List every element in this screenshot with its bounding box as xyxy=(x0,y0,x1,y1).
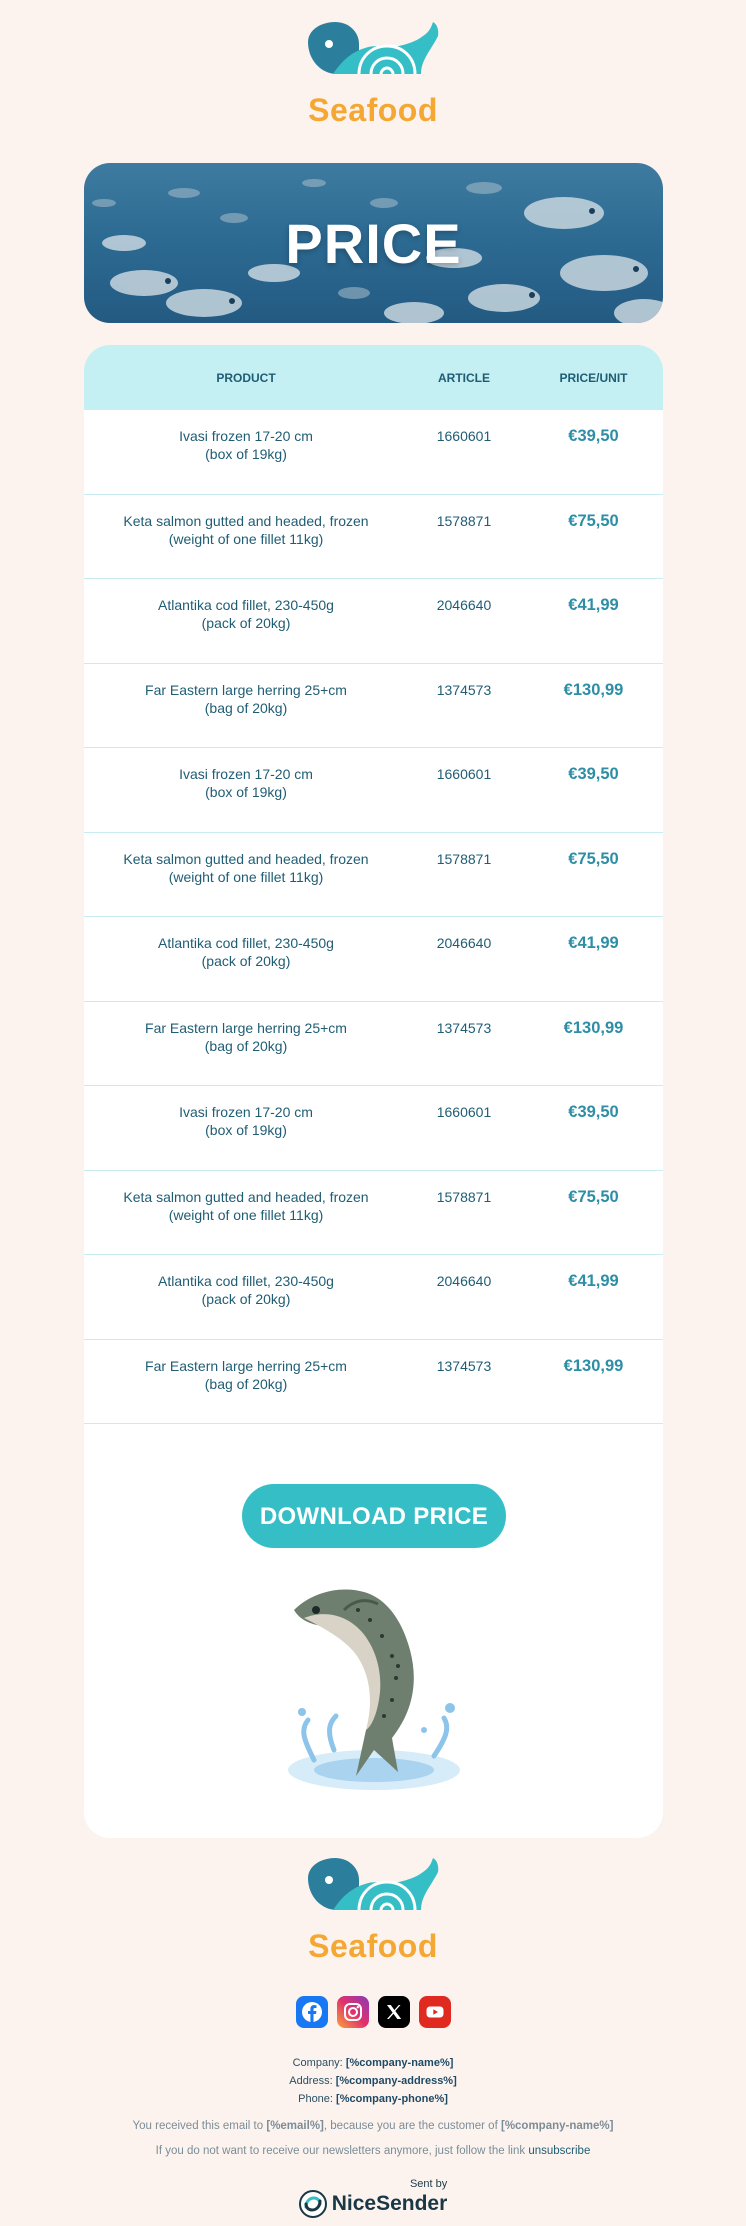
article-cell: 1578871 xyxy=(436,1188,492,1205)
notice-company: [%company-name%] xyxy=(500,2120,614,2132)
whale-logo-icon xyxy=(303,1858,443,1936)
product-cell xyxy=(84,1103,404,1139)
product-name: Keta salmon gutted and headed, frozen xyxy=(123,850,369,867)
table-row xyxy=(84,1086,663,1171)
table-row xyxy=(84,1255,663,1340)
price-cell: €41,99 xyxy=(568,934,619,952)
whale-logo-icon xyxy=(303,22,443,100)
subscription-notice xyxy=(0,2120,746,2132)
product-cell xyxy=(84,1357,404,1393)
product-cell xyxy=(84,850,404,886)
price-cell: €39,50 xyxy=(568,427,619,445)
price-cell: €39,50 xyxy=(568,1103,619,1121)
company-contacts xyxy=(0,2054,746,2108)
product-note: (bag of 20kg) xyxy=(204,1375,288,1392)
unsubscribe-notice xyxy=(0,2145,746,2157)
sent-by-label: Sent by xyxy=(409,2178,448,2190)
product-cell xyxy=(84,934,404,970)
product-name: Keta salmon gutted and headed, frozen xyxy=(123,512,369,529)
brand-logo[interactable] xyxy=(0,22,746,129)
product-name: Atlantika cod fillet, 230-450g xyxy=(158,1273,334,1289)
article-cell: 1578871 xyxy=(436,512,492,529)
product-note: (weight of one fillet 11kg) xyxy=(168,868,324,885)
table-row xyxy=(84,1171,663,1256)
product-name: Atlantika cod fillet, 230-450g xyxy=(158,935,334,951)
product-name: Far Eastern large herring 25+cm xyxy=(145,1019,347,1036)
notice-text-mid: , because you are the customer of xyxy=(323,2120,498,2132)
header-price: PRICE/UNIT xyxy=(559,370,628,385)
sender-name: NiceSender xyxy=(331,2192,448,2215)
product-name: Atlantika cod fillet, 230-450g xyxy=(158,597,334,613)
table-row xyxy=(84,833,663,918)
product-name: Far Eastern large herring 25+cm xyxy=(145,1357,347,1374)
address-value: [%company-address%] xyxy=(335,2075,457,2087)
x-icon[interactable] xyxy=(378,1996,410,2028)
jumping-salmon-illustration xyxy=(274,1580,474,1800)
product-cell xyxy=(84,1272,404,1308)
hero-title: PRICE xyxy=(285,211,462,275)
company-label: Company: xyxy=(292,2057,343,2069)
facebook-icon[interactable] xyxy=(296,1996,328,2028)
price-cell: €39,50 xyxy=(568,765,619,783)
company-value: [%company-name%] xyxy=(345,2057,454,2069)
product-cell xyxy=(84,1188,404,1224)
product-note: (bag of 20kg) xyxy=(204,1037,288,1054)
notice-email: [%email%] xyxy=(266,2120,324,2132)
product-note: (weight of one fillet 11kg) xyxy=(168,530,324,547)
article-cell: 1374573 xyxy=(436,681,492,698)
product-note: (box of 19kg) xyxy=(205,1122,287,1138)
product-name: Ivasi frozen 17-20 cm xyxy=(179,1104,313,1120)
article-cell: 1578871 xyxy=(436,850,492,867)
product-note: (pack of 20kg) xyxy=(201,615,291,631)
article-cell: 1660601 xyxy=(436,766,492,782)
phone-label: Phone: xyxy=(298,2093,333,2105)
price-cell: €130,99 xyxy=(563,680,624,699)
product-name: Far Eastern large herring 25+cm xyxy=(145,681,347,698)
notice-text: You received this email to xyxy=(132,2120,264,2132)
price-cell: €130,99 xyxy=(563,1356,624,1375)
product-cell xyxy=(84,681,404,717)
footer-brand-name: Seafood xyxy=(308,1928,438,1964)
table-row xyxy=(84,1340,663,1425)
table-row xyxy=(84,495,663,580)
product-cell xyxy=(84,427,404,463)
product-note: (box of 19kg) xyxy=(205,446,287,462)
product-name: Ivasi frozen 17-20 cm xyxy=(179,766,313,782)
article-cell: 1660601 xyxy=(436,428,492,444)
price-cell: €130,99 xyxy=(563,1018,624,1037)
article-cell: 2046640 xyxy=(436,935,492,951)
header-article: ARTICLE xyxy=(438,370,490,385)
table-row xyxy=(84,917,663,1002)
social-links xyxy=(0,1996,746,2028)
download-price-button[interactable]: DOWNLOAD PRICE xyxy=(242,1484,506,1548)
company-line xyxy=(0,2054,746,2072)
table-row xyxy=(84,748,663,833)
article-cell: 2046640 xyxy=(436,597,492,613)
table-header xyxy=(84,345,663,410)
table-row xyxy=(84,579,663,664)
product-cell xyxy=(84,1019,404,1055)
instagram-icon[interactable] xyxy=(337,1996,369,2028)
nicesender-logo-icon xyxy=(299,2190,327,2218)
product-cell xyxy=(84,512,404,548)
price-cell: €75,50 xyxy=(568,1187,619,1206)
product-cell xyxy=(84,596,404,632)
article-cell: 1660601 xyxy=(436,1104,492,1120)
product-name: Keta salmon gutted and headed, frozen xyxy=(123,1188,369,1205)
price-cell: €75,50 xyxy=(568,849,619,868)
phone-line xyxy=(0,2090,746,2108)
product-note: (box of 19kg) xyxy=(205,784,287,800)
article-cell: 1374573 xyxy=(436,1019,492,1036)
price-cell: €75,50 xyxy=(568,511,619,530)
price-cell: €41,99 xyxy=(568,596,619,614)
table-row xyxy=(84,664,663,749)
unsubscribe-link[interactable]: unsubscribe xyxy=(528,2145,591,2157)
product-note: (pack of 20kg) xyxy=(201,953,291,969)
phone-value: [%company-phone%] xyxy=(336,2093,448,2105)
article-cell: 2046640 xyxy=(436,1273,492,1289)
table-row xyxy=(84,410,663,495)
footer-brand-logo[interactable] xyxy=(0,1858,746,1965)
product-note: (bag of 20kg) xyxy=(204,699,288,716)
price-cell: €41,99 xyxy=(568,1272,619,1290)
article-cell: 1374573 xyxy=(436,1357,492,1374)
address-label: Address: xyxy=(289,2075,333,2087)
product-cell xyxy=(84,765,404,801)
sent-by-badge[interactable] xyxy=(0,2178,746,2218)
header-product: PRODUCT xyxy=(216,370,276,385)
table-row xyxy=(84,1002,663,1087)
price-table-card xyxy=(84,345,663,1838)
product-note: (weight of one fillet 11kg) xyxy=(168,1206,324,1223)
product-name: Ivasi frozen 17-20 cm xyxy=(179,428,313,444)
youtube-icon[interactable] xyxy=(419,1996,451,2028)
unsubscribe-text: If you do not want to receive our newsletters anymore, just follow the link xyxy=(155,2145,526,2157)
hero-banner xyxy=(84,163,663,323)
product-note: (pack of 20kg) xyxy=(201,1291,291,1307)
address-line xyxy=(0,2072,746,2090)
brand-name: Seafood xyxy=(308,92,438,128)
